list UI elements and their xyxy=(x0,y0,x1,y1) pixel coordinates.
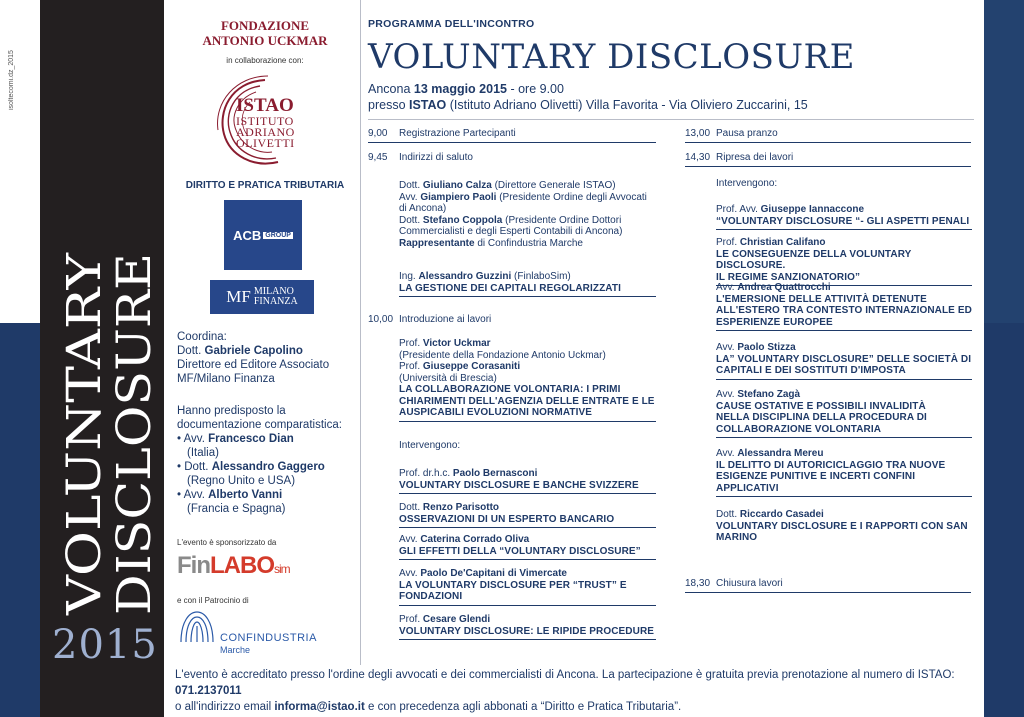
left-column xyxy=(170,0,360,665)
intro-block: Prof. Victor Uckmar (Presidente della Fondazione Antonio Uckmar) Prof. Giuseppe Corasaniti (Università di Brescia) LA COLLABORAZIONE VOLONTARIA: I PRIMI CHIARIMENTI DELL'AGENZIA DELLE ENTRATE E LE AUSPICABILI EVOLUZIONI NORMATIVE xyxy=(399,338,656,422)
spine-title-line1: VOLUNTARY xyxy=(57,306,112,615)
documentation-block: Hanno predisposto la documentazione comparatistica: • Avv. Francesco Dian (Italia) • Dott. Alessandro Gaggero (Regno Unito e USA) • Avv. Alberto Vanni (Francia e Spagna) xyxy=(177,405,342,515)
spine-title xyxy=(54,250,162,620)
speaker-block: Prof. Avv. Giuseppe Iannaccone “VOLUNTARY DISCLOSURE “- GLI ASPETTI PENALI xyxy=(716,204,972,230)
speaker-block: Prof. dr.h.c. Paolo Bernasconi VOLUNTARY DISCLOSURE E BANCHE SVIZZERE xyxy=(399,468,656,494)
side-code: isoltecomi.dz_2015 xyxy=(8,50,15,110)
speaker-block: Avv. Andrea Quattrocchi L'EMERSIONE DELLE ATTIVITÀ DETENUTE ALL'ESTERO TRA CONTESTO INTERNAZIONALE ED ESPERIENZE EUROPEE xyxy=(716,282,972,331)
speaker-block: Ing. Alessandro Guzzini (FinlaboSim) LA GESTIONE DEI CAPITALI REGOLARIZZATI xyxy=(399,271,656,297)
left-edge-band xyxy=(0,323,40,717)
speaker-block: Prof. Christian Califano LE CONSEGUENZE DELLA VOLUNTARY DISCLOSURE. IL REGIME SANZIONATORIO” xyxy=(716,237,972,286)
speaker-block: Avv. Alessandra Mereu IL DELITTO DI AUTORICICLAGGIO TRA NUOVE ESIGENZE PUNITIVE E INCERTI CONFINI APPLICATIVI xyxy=(716,448,972,497)
diritto-label: DIRITTO E PRATICA TRIBUTARIA xyxy=(185,180,345,191)
sponsor-label: L'evento è sponsorizzato da xyxy=(177,538,277,547)
column-divider xyxy=(360,0,361,665)
agenda-row: 9,00 Registrazione Partecipanti xyxy=(368,128,656,143)
spine-title-line2: DISCLOSURE xyxy=(107,279,162,615)
phone-number: 071.2137011 xyxy=(175,685,242,697)
agenda-row: 18,30 Chiusura lavori xyxy=(685,578,971,593)
list-item: Dott. Stefano Coppola (Presidente Ordine Dottori xyxy=(399,214,622,226)
speaker-block: Avv. Paolo Stizza LA” VOLUNTARY DISCLOSURE” DELLE SOCIETÀ DI CAPITALI E DEI SOSTITUTI D'IMPOSTA xyxy=(716,342,972,380)
page-title: VOLUNTARY DISCLOSURE xyxy=(368,37,855,77)
agenda-row: 13,00 Pausa pranzo xyxy=(685,128,971,143)
speaker-block: Dott. Renzo Parisotto OSSERVAZIONI DI UN ESPERTO BANCARIO xyxy=(399,502,656,528)
collab-label: in collaborazione con: xyxy=(226,56,304,65)
footer-note: L'evento è accreditato presso l'ordine degli avvocati e dei commercialisti di Ancona. La partecipazione è gratuita previa prenotazione al numero di ISTAO: 071.2137011 o all'indirizzo email informa@istao.it e con precedenza agli abbonati a “Diritto e Pratica Tributaria”. xyxy=(175,669,955,713)
list-item: Dott. Giuliano Calza (Direttore Generale ISTAO) xyxy=(399,180,616,191)
agenda-row: 9,45 Indirizzi di saluto xyxy=(368,152,473,163)
confindustria-logo-icon xyxy=(177,608,217,644)
email-address: informa@istao.it xyxy=(274,701,365,713)
intervengono-label: Intervengono: xyxy=(716,178,778,189)
speaker-block: Avv. Paolo De'Capitani di Vimercate LA VOLUNTARY DISCLOSURE PER “TRUST” E FONDAZIONI xyxy=(399,568,656,606)
list-item: Commercialisti e degli Esperti Contabili di Ancona) xyxy=(399,226,623,237)
speaker-block: Avv. Stefano Zagà CAUSE OSTATIVE E POSSIBILI INVALIDITÀ NELLA DISCIPLINA DELLA PROCEDURA DI COLLABORAZIONE VOLONTARIA xyxy=(716,389,972,438)
mf-milano-finanza-logo: MF MILANO FINANZA xyxy=(210,280,314,314)
agenda-row: 14,30 Ripresa dei lavori xyxy=(685,152,971,167)
patronage-label: e con il Patrocinio di xyxy=(177,596,249,605)
intervengono-label: Intervengono: xyxy=(399,440,461,451)
acb-group-logo: ACB GROUP xyxy=(224,200,302,270)
speaker-block: Avv. Caterina Corrado Oliva GLI EFFETTI DELLA “VOLUNTARY DISCLOSURE” xyxy=(399,534,656,560)
list-item: Avv. Giampiero Paoli (Presidente Ordine degli Avvocati xyxy=(399,191,647,203)
list-item: di Ancona) xyxy=(399,203,447,214)
speaker-block: Dott. Riccardo Casadei VOLUNTARY DISCLOSURE E I RAPPORTI CON SAN MARINO xyxy=(716,509,968,543)
finlabo-logo: FinLABOsim xyxy=(177,552,290,579)
welcome-list xyxy=(399,180,656,249)
coordinator-block: Coordina: Dott. Gabriele Capolino Direttore ed Editore Associato MF/Milano Finanza xyxy=(177,331,330,385)
confindustria-wordmark: CONFINDUSTRIA Marche xyxy=(220,632,317,655)
agenda-row: 10,00 Introduzione ai lavori xyxy=(368,314,492,325)
fondazione-title: FONDAZIONE ANTONIO UCKMAR xyxy=(202,18,328,48)
list-item: Rappresentante di Confindustria Marche xyxy=(399,237,583,249)
speaker-block: Prof. Cesare Glendi VOLUNTARY DISCLOSURE: LE RIPIDE PROCEDURE xyxy=(399,614,656,640)
header-divider xyxy=(368,119,974,120)
spine-year: 2015 xyxy=(52,622,158,668)
event-date: Ancona 13 maggio 2015 - ore 9.00 xyxy=(368,82,564,96)
right-edge-top xyxy=(984,0,1024,323)
istao-wordmark: ISTAO ISTITUTO ADRIANO OLIVETTI xyxy=(236,95,295,150)
program-label: PROGRAMMA DELL'INCONTRO xyxy=(368,18,535,30)
event-venue: presso ISTAO (Istituto Adriano Olivetti) Villa Favorita - Via Oliviero Zuccarini, 15 xyxy=(368,98,808,112)
